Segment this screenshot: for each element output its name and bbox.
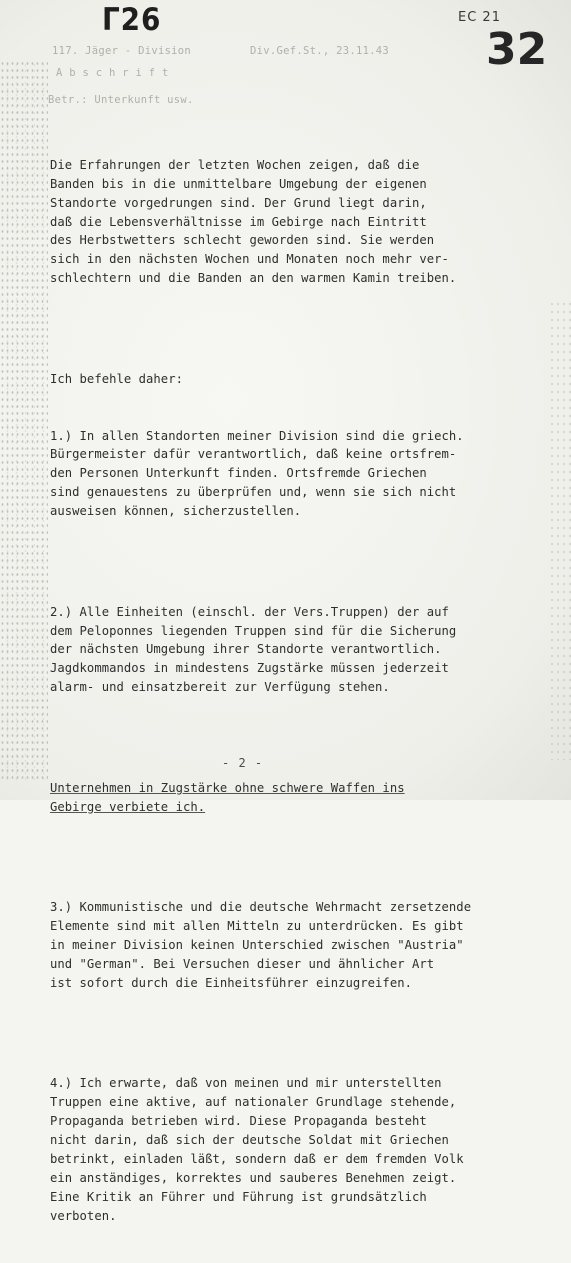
- paragraph-intro: Die Erfahrungen der letzten Wochen zeigen, daß die Banden bis in die unmittelbare Umgebung der eigenen Standorte vorgedrungen sind. Der Grund liegt darin, daß die Lebensverhältnisse im Gebirge nach Eintritt des Herbstwetters schlecht geworden sind. Sie werden sich in den nächsten Wochen und Monaten noch mehr ver- schlechtern und die Banden an den warmen Kamin treiben.: [50, 157, 457, 286]
- paragraph-order-intro: Ich befehle daher:: [50, 371, 183, 386]
- handwritten-page-number: 32: [486, 24, 548, 75]
- letter-body: [50, 118, 470, 1263]
- handwritten-stamp-number: Γ26: [102, 2, 162, 38]
- scan-noise-right: [549, 300, 571, 760]
- header-place-date: Div.Gef.St., 23.11.43: [250, 45, 390, 57]
- paragraph-point-2: 2.) Alle Einheiten (einschl. der Vers.Truppen) der auf dem Peloponnes liegenden Truppen sind für die Sicherung der nächsten Umgebung ihrer Standorte verantwortlich. Jagdkommandos in mindestens Zugstärke müssen jederzeit alarm- und einsatzbereit zur Verfügung stehen.: [50, 604, 457, 695]
- archive-reference: EC 21: [458, 10, 501, 25]
- paragraph-point-3: 3.) Kommunistische und die deutsche Wehrmacht zersetzende Elemente sind mit allen Mitteln zu unterdrücken. Es gibt in meiner Division keinen Unterschied zwischen "Austria" und "German". Bei Versuchen dieser und ähnlicher Art ist sofort durch die Einheitsführer einzugreifen.: [50, 900, 472, 990]
- scan-noise-left: [0, 60, 48, 780]
- paragraph-point-4: 4.) Ich erwarte, daß von meinen und mir unterstellten Truppen eine aktive, auf nationaler Grundlage stehende, Propaganda betrieben wird. Diese Propaganda besteht nicht darin, daß sich der deutsche Soldat mit Griechen betrinkt, einladen läßt, sondern daß er dem fremden Volk ein anständiges, korrektes und sauberes Benehmen zeigt. Eine Kritik an Führer und Führung ist grundsätzlich verboten.: [50, 1076, 464, 1223]
- paragraph-point-1: 1.) In allen Standorten meiner Division sind die griech. Bürgermeister dafür verantwortlich, daß keine ortsfrem- den Personen Unterkunft finden. Ortsfremde Griechen sind genauestens zu überprüfen und, wenn sie sich nicht ausweisen können, sicherzustellen.: [50, 428, 464, 519]
- header-reference: Betr.: Unterkunft usw.: [48, 94, 194, 106]
- header-subject: A b s c h r i f t: [56, 67, 169, 79]
- paragraph-point-2-underlined: Unternehmen in Zugstärke ohne schwere Waffen ins Gebirge verbiete ich.: [50, 780, 405, 814]
- footer-page-number: - 2 -: [222, 756, 264, 770]
- header-unit: 117. Jäger - Division: [52, 45, 192, 57]
